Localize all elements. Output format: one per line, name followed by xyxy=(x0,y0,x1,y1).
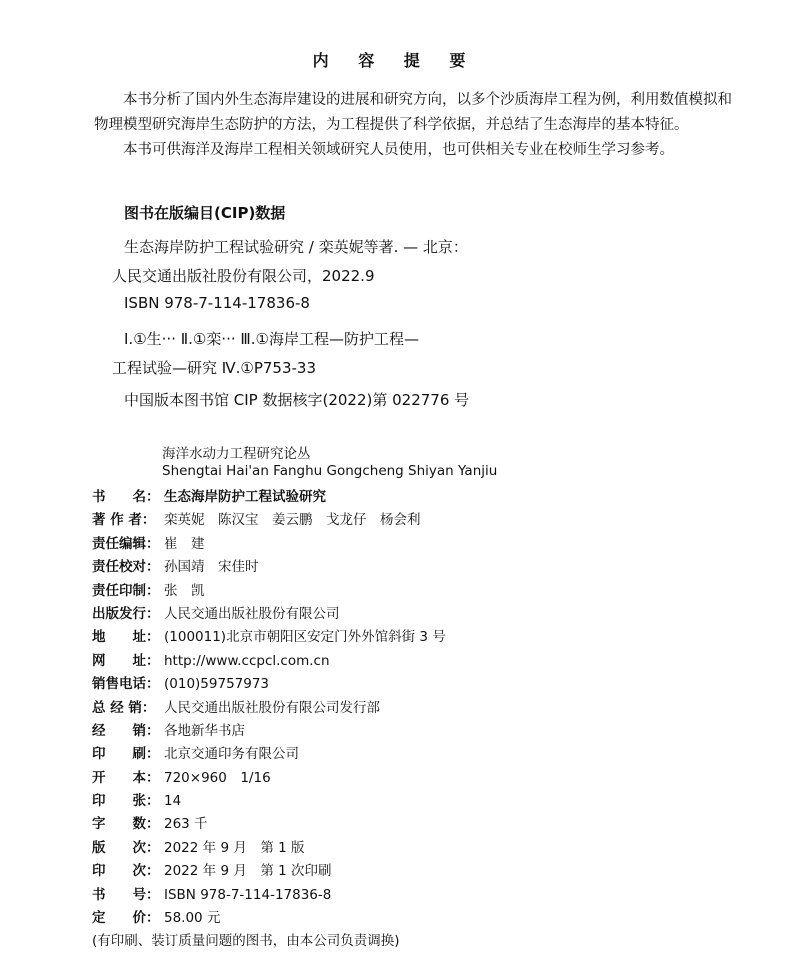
info-value: 58.00 元 xyxy=(164,910,221,927)
info-value: 孙国靖 宋佳时 xyxy=(164,559,259,576)
info-label: 地 址： xyxy=(92,629,160,646)
info-value: 栾英妮 陈汉宝 姜云鹏 戈龙仔 杨会利 xyxy=(164,512,421,529)
info-label: 责任印制： xyxy=(92,582,160,599)
info-label: 定 价： xyxy=(92,910,160,927)
info-row xyxy=(92,626,732,649)
info-row xyxy=(92,860,732,883)
info-label: 网 址： xyxy=(92,652,160,669)
info-row xyxy=(92,767,732,790)
info-row xyxy=(92,673,732,696)
info-row xyxy=(92,907,732,930)
info-value: 人民交通出版社股份有限公司发行部 xyxy=(164,699,380,716)
cip-heading: 图书在版编目(CIP)数据 xyxy=(124,204,286,222)
info-row xyxy=(92,813,732,836)
info-label: 责任编辑： xyxy=(92,535,160,552)
info-row xyxy=(92,790,732,813)
info-label: 印 刷： xyxy=(92,746,160,763)
info-value: http://www.ccpcl.com.cn xyxy=(164,652,330,669)
publication-info xyxy=(92,486,732,954)
info-value: 263 千 xyxy=(164,816,208,833)
info-row xyxy=(92,486,732,509)
info-label: 字 数： xyxy=(92,816,160,833)
summary-text xyxy=(94,88,734,163)
info-value: 人民交通出版社股份有限公司 xyxy=(164,605,340,622)
info-row xyxy=(92,533,732,556)
info-value: 720×960 1/16 xyxy=(164,769,271,786)
series-pinyin: Shengtai Hai'an Fanghu Gongcheng Shiyan Yanjiu xyxy=(162,463,498,479)
info-label: 总 经 销： xyxy=(92,699,156,716)
cip-line: 生态海岸防护工程试验研究 / 栾英妮等著. — 北京： xyxy=(124,238,468,256)
info-value: 崔 建 xyxy=(164,535,205,552)
info-value: 14 xyxy=(164,793,182,810)
quality-note: (有印刷、装订质量问题的图书，由本公司负责调换) xyxy=(92,933,400,950)
info-row xyxy=(92,556,732,579)
cip-line: Ⅰ.①生··· Ⅱ.①栾··· Ⅲ.①海岸工程—防护工程— xyxy=(124,330,419,348)
cip-line: 工程试验—研究 Ⅳ.①P753-33 xyxy=(112,359,317,377)
series-title: 海洋水动力工程研究论丛 xyxy=(162,446,311,462)
info-label: 书 名： xyxy=(92,489,160,505)
info-label: 经 销： xyxy=(92,722,160,739)
info-label: 版 次： xyxy=(92,839,160,856)
info-value: 2022 年 9 月 第 1 版 xyxy=(164,839,305,856)
cip-line: 中国版本图书馆 CIP 数据核字(2022)第 022776 号 xyxy=(124,391,470,409)
cip-line: ISBN 978-7-114-17836-8 xyxy=(124,294,310,312)
info-label: 责任校对： xyxy=(92,559,160,576)
info-row xyxy=(92,509,732,532)
info-label: 印 张： xyxy=(92,793,160,810)
info-value: 张 凯 xyxy=(164,582,205,599)
info-row xyxy=(92,837,732,860)
info-row xyxy=(92,743,732,766)
info-row xyxy=(92,720,732,743)
info-value: 生态海岸防护工程试验研究 xyxy=(164,489,326,505)
info-row xyxy=(92,884,732,907)
info-label: 印 次： xyxy=(92,863,160,880)
info-label: 销售电话： xyxy=(92,676,160,693)
info-row xyxy=(92,580,732,603)
info-value: ISBN 978-7-114-17836-8 xyxy=(164,886,332,903)
info-label: 开 本： xyxy=(92,769,160,786)
info-row xyxy=(92,603,732,626)
info-label: 著 作 者： xyxy=(92,512,156,529)
info-row xyxy=(92,697,732,720)
info-label: 出版发行： xyxy=(92,605,160,622)
info-value: (100011)北京市朝阳区安定门外外馆斜街 3 号 xyxy=(164,629,446,646)
info-row xyxy=(92,650,732,673)
info-label: 书 号： xyxy=(92,886,160,903)
summary-title: 内 容 提 要 xyxy=(312,51,478,70)
info-value: 2022 年 9 月 第 1 次印刷 xyxy=(164,863,332,880)
info-value: 北京交通印务有限公司 xyxy=(164,746,299,763)
info-value: 各地新华书店 xyxy=(164,722,245,739)
summary-paragraph: 本书分析了国内外生态海岸建设的进展和研究方向，以多个沙质海岸工程为例，利用数值模拟和物理模型研究海岸生态防护的方法，为工程提供了科学依据，并总结了生态海岸的基本特征。 xyxy=(94,92,732,133)
summary-paragraph: 本书可供海洋及海岸工程相关领域研究人员使用，也可供相关专业在校师生学习参考。 xyxy=(123,142,674,158)
info-value: (010)59757973 xyxy=(164,676,270,693)
cip-line: 人民交通出版社股份有限公司，2022.9 xyxy=(112,267,375,285)
